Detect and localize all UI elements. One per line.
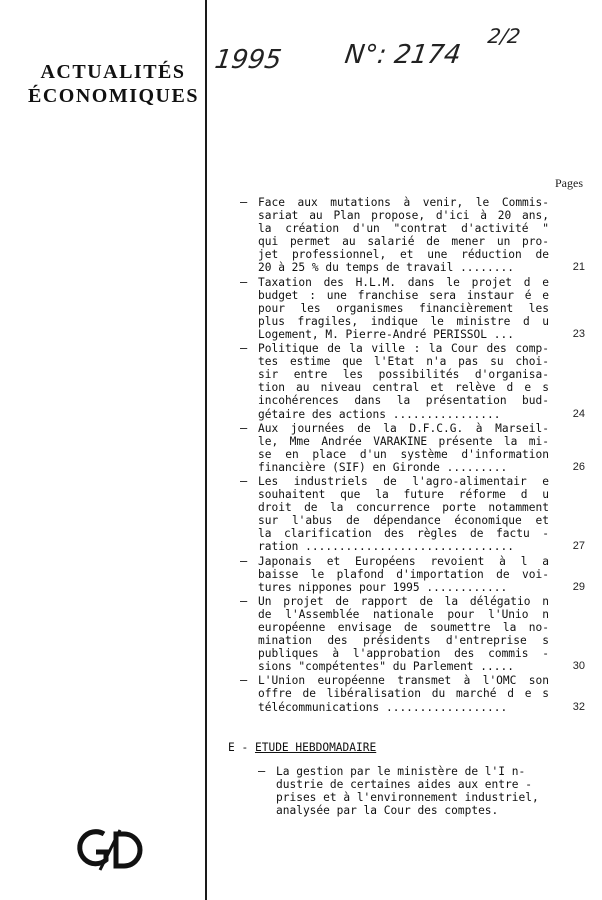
entry-page-number: 32 [572, 700, 585, 713]
entry-text [258, 674, 549, 713]
section-heading: E - ETUDE HEBDOMADAIRE [228, 741, 377, 754]
study-line: analysée par la Cour des comptes. [276, 804, 499, 818]
entry-line: tes estime que l'Etat n'a pas su choi- [258, 355, 549, 369]
column-divider [205, 0, 207, 900]
entry-dash: – [240, 593, 248, 608]
entry-line: européenne envisage de soumettre la no- [258, 621, 549, 634]
entry-line: jet professionnel, et une réduction de [258, 248, 549, 262]
entry-line: Les industriels de l'agro-alimentair e [258, 474, 549, 488]
entry-dash: – [240, 274, 248, 289]
entry-dash: – [240, 420, 248, 435]
entry-line: plus fragiles, indique le ministre d u [258, 314, 549, 328]
entry-line: sir entre les possibilités d'organisa- [258, 368, 549, 382]
entry-dash: – [240, 195, 248, 209]
entry-text [258, 555, 549, 594]
entry-page-number: 29 [572, 580, 585, 593]
entry-dash: – [240, 673, 248, 688]
entry-line: Taxation des H.L.M. dans le projet d e [258, 275, 549, 289]
entry-dash: – [258, 764, 266, 778]
study-line: La gestion par le ministère de l'I n- [276, 765, 526, 778]
entry-dash: – [240, 553, 248, 568]
entry-line: sariat au Plan propose, d'ici à 20 ans, [258, 209, 549, 223]
entry-line: 20 à 25 % du temps de travail ........ [258, 261, 514, 275]
handwritten-issue-number: N°: 2174 [342, 40, 463, 70]
entry-line: qui permet au salarié de mener un pro- [258, 235, 549, 249]
entry-text [258, 422, 549, 474]
entry-line: Face aux mutations à venir, le Commis- [258, 196, 549, 209]
entry-line: mination des présidents d'entreprise s [258, 634, 549, 648]
entry-line: Japonais et Européens revoient à l a [258, 554, 549, 568]
entry-line: gétaire des actions ................ [258, 407, 501, 421]
entry-page-number: 24 [572, 407, 585, 420]
entry-line: offre de libéralisation du marché d e s [258, 687, 549, 701]
entry-text [258, 196, 549, 275]
entry-line: Un projet de rapport de la délégatio n [258, 594, 549, 608]
contents-entry [240, 475, 597, 554]
entry-line: incohérences dans la présentation bud- [258, 394, 549, 408]
study-line: dustrie de certaines aides aux entre - [276, 778, 532, 792]
study-line: prises et à l'environnement industriel, [276, 791, 539, 805]
entry-dash: – [240, 473, 248, 488]
entry-line: la création d'un "contrat d'activité " [258, 222, 549, 236]
entry-line: Politique de la ville : la Cour des comp- [258, 342, 549, 356]
masthead [28, 60, 198, 108]
contents-entry [240, 422, 597, 474]
entry-text [258, 342, 549, 421]
masthead-line-1: ACTUALITÉS [40, 61, 186, 83]
entry-line: budget : une franchise sera instaur é e [258, 288, 549, 302]
section-title: ETUDE HEBDOMADAIRE [254, 741, 377, 754]
entry-line: télécommunications .................. [258, 700, 508, 714]
gd-logo [70, 826, 150, 874]
entry-line: baisse le plafond d'importation de voi- [258, 567, 549, 581]
entry-dash: – [240, 341, 248, 356]
entry-page-number: 27 [572, 540, 585, 553]
contents-entry [240, 674, 597, 713]
entry-text [258, 475, 549, 554]
handwritten-part: 2/2 [486, 24, 522, 48]
entry-line: pour les organismes financièrement les [258, 301, 549, 315]
entry-line: se en place d'un système d'information [258, 447, 549, 461]
contents-entry [240, 196, 597, 275]
contents-list [240, 196, 597, 715]
entry-line: L'Union européenne transmet à l'OMC son [258, 674, 549, 688]
entry-line: tures nippones pour 1995 ............ [258, 580, 508, 594]
pages-header: Pages [555, 176, 583, 190]
entry-line: tion au niveau central et relève d e s [258, 381, 549, 395]
entry-line: droit de la concurrence porte notamment [258, 501, 549, 515]
study-entry [258, 764, 539, 818]
entry-line: la clarification des règles de factu - [258, 527, 549, 541]
entry-page-number: 23 [572, 327, 585, 340]
entry-page-number: 21 [572, 261, 585, 274]
entry-line: Aux journées de la D.F.C.G. à Marseil- [258, 421, 549, 435]
contents-entry [240, 276, 597, 341]
handwritten-year: 1995 [212, 45, 284, 75]
entry-line: le, Mme Andrée VARAKINE présente la mi- [258, 434, 549, 448]
entry-line: financière (SIF) en Gironde ......... [258, 460, 508, 474]
contents-entry [240, 595, 597, 674]
contents-entry [240, 555, 597, 594]
section-letter: E [228, 741, 235, 754]
masthead-line-2: ÉCONOMIQUES [28, 85, 199, 107]
entry-text [258, 595, 549, 674]
entry-page-number: 30 [572, 660, 585, 673]
entry-text [258, 276, 549, 341]
entry-line: ration ............................... [258, 540, 514, 554]
entry-page-number: 26 [572, 460, 585, 473]
entry-line: publiques à l'approbation des commis - [258, 647, 549, 661]
entry-line: sur l'abus de dépendance économique et [258, 514, 549, 528]
study-text [258, 765, 539, 818]
entry-line: de l'Assemblée nationale pour l'Unio n [258, 607, 549, 621]
entry-line: Logement, M. Pierre-André PERISSOL ... [258, 327, 514, 341]
contents-entry [240, 342, 597, 421]
entry-line: souhaitent que la future réforme d u [258, 488, 549, 502]
entry-line: sions "compétentes" du Parlement ..... [258, 660, 514, 674]
